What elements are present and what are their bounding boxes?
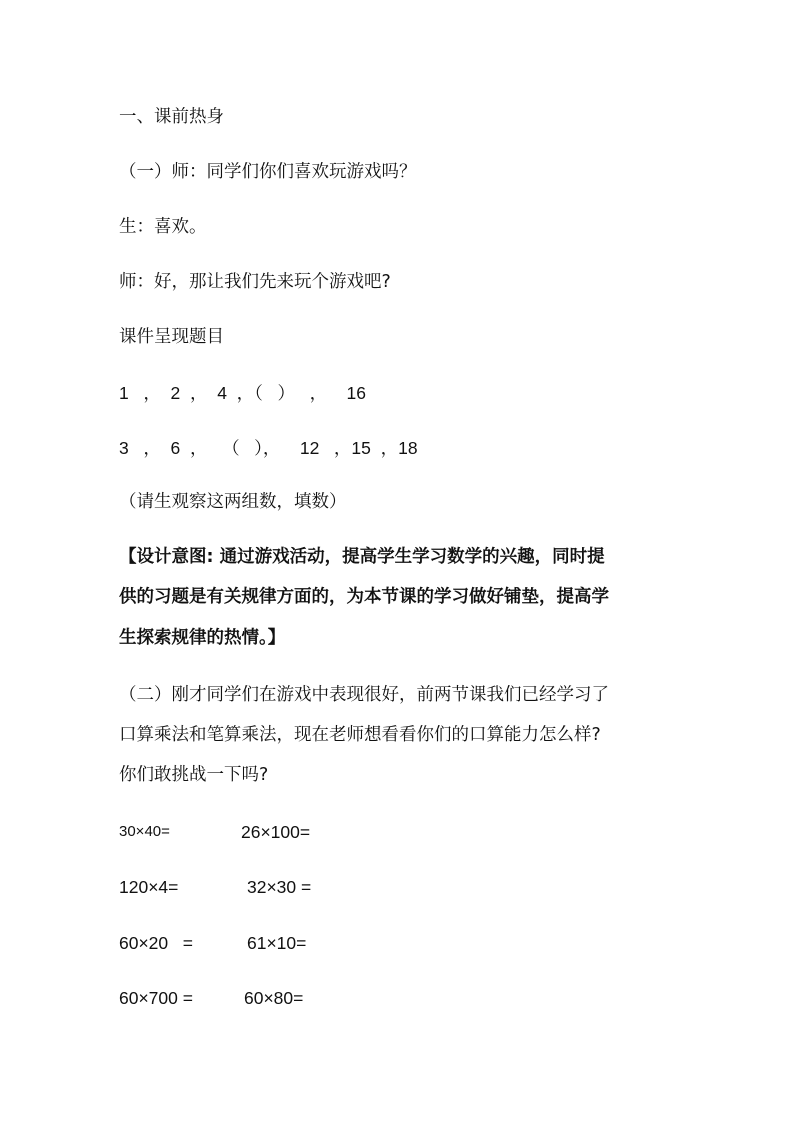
part2-line-2: 口算乘法和笔算乘法，现在老师想看看你们的口算能力怎么样?	[119, 725, 601, 745]
design-intent-line-1: 【设计意图: 通过游戏活动，提高学生学习数学的兴趣，同时提	[119, 547, 605, 567]
student-answer: 生：喜欢。	[119, 217, 207, 237]
sequence-2: 3 ， 6 ， （ ）， 12 ，15 ，18	[119, 438, 418, 458]
exercise-1-right: 26×100=	[241, 822, 311, 842]
sequence-1: 1 ， 2 ， 4 ，（ ） ， 16	[119, 383, 367, 403]
section-title: 一、课前热身	[119, 107, 224, 127]
exercise-4-right: 60×80=	[244, 988, 304, 1008]
design-intent-line-3: 生探索规律的热情。】	[119, 628, 286, 648]
exercise-3-right: 61×10=	[247, 933, 307, 953]
exercise-2-left: 120×4=	[119, 877, 179, 897]
instruction-line: （请生观察这两组数，填数）	[119, 492, 347, 512]
exercise-4-left: 60×700 =	[119, 988, 193, 1008]
exercise-3-left: 60×20 =	[119, 933, 193, 953]
courseware-line: 课件呈现题目	[119, 327, 224, 347]
teacher-question: （一）师：同学们你们喜欢玩游戏吗？	[119, 162, 417, 182]
exercise-1-left: 30×40=	[119, 823, 170, 840]
part2-line-3: 你们敢挑战一下吗?	[119, 765, 269, 785]
part2-line-1: （二）刚才同学们在游戏中表现很好，前两节课我们已经学习了	[119, 685, 609, 705]
teacher-next: 师：好，那让我们先来玩个游戏吧?	[119, 272, 391, 292]
exercise-2-right: 32×30 =	[247, 877, 312, 897]
design-intent-line-2: 供的习题是有关规律方面的，为本节课的学习做好铺垫，提高学	[119, 587, 609, 607]
